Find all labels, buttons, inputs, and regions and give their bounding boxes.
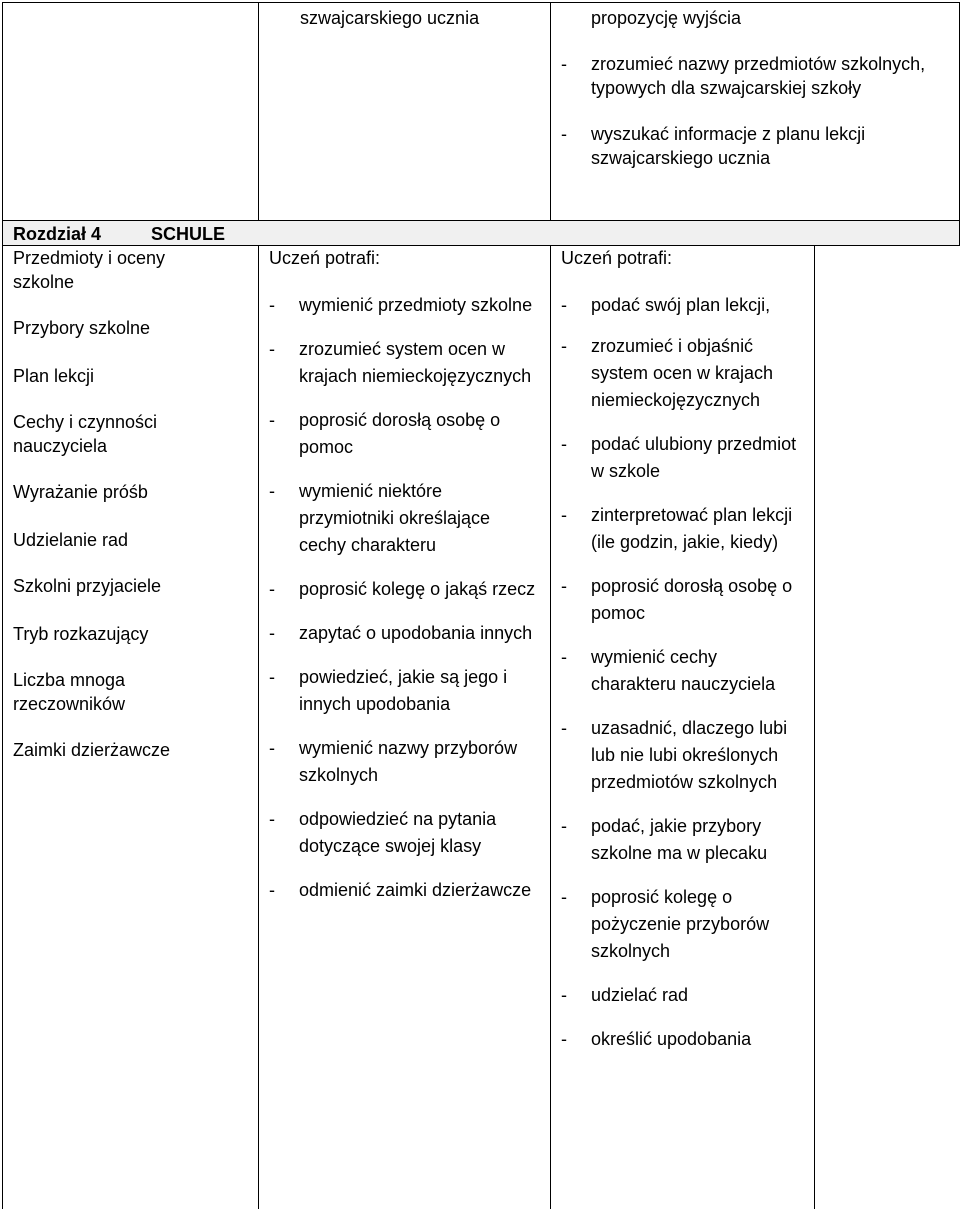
list-item [561, 122, 953, 170]
list-item-text: określić upodobania [591, 1029, 752, 1049]
list-item [561, 1026, 804, 1053]
topics-column [2, 245, 259, 1209]
list-item [561, 292, 804, 319]
dash-mark: - [269, 481, 275, 501]
dash-mark: - [561, 985, 567, 1005]
list-item-text: wymienić nazwy przyborów szkolnych [299, 738, 518, 785]
topic-item: Cechy i czynności nauczyciela [13, 412, 158, 456]
list-item-text: podać, jakie przybory szkolne ma w plecaku [591, 816, 768, 863]
dash-mark: - [561, 505, 567, 525]
list-item-text: wymienić przedmioty szkolne [299, 295, 533, 315]
list-item-text: poprosić dorosłą osobę o pomoc [591, 576, 793, 623]
list-item [269, 877, 536, 904]
top-col3-list [561, 52, 953, 170]
dash-mark: - [269, 579, 275, 599]
extended-list [561, 292, 804, 1053]
list-item [269, 292, 536, 319]
topic-item: Wyrażanie próśb [13, 482, 148, 502]
list-item [269, 620, 536, 647]
top-section [2, 2, 960, 220]
topic-item: Przybory szkolne [13, 318, 151, 338]
basic-lead: Uczeń potrafi: [269, 248, 381, 268]
list-item-text: odpowiedzieć na pytania dotyczące swojej klasy [299, 809, 497, 856]
dash-mark: - [561, 295, 567, 315]
list-item-text: wymienić cechy charakteru nauczyciela [591, 647, 776, 694]
topic-item: Tryb rozkazujący [13, 624, 149, 644]
list-item-text: poprosić kolegę o pożyczenie przyborów szkolnych [591, 887, 770, 961]
list-item [269, 478, 536, 559]
dash-mark: - [561, 124, 567, 144]
topic-item: Zaimki dzierżawcze [13, 740, 171, 760]
list-item-text: powiedzieć, jakie są jego i innych upodobania [299, 667, 508, 714]
list-item [561, 644, 804, 698]
list-item-text: zrozumieć system ocen w krajach niemieckojęzycznych [299, 339, 532, 386]
dash-mark: - [561, 434, 567, 454]
topic-item: Przedmioty i oceny szkolne [13, 248, 166, 292]
basic-requirements-column [259, 245, 551, 1209]
list-item [269, 407, 536, 461]
list-item-text: zrozumieć nazwy przedmiotów szkolnych, typowych dla szwajcarskiej szkoły [591, 54, 926, 98]
extended-lead: Uczeń potrafi: [561, 248, 673, 268]
list-item [269, 336, 536, 390]
list-item-text: poprosić dorosłą osobę o pomoc [299, 410, 501, 457]
chapter-heading [3, 221, 959, 246]
dash-mark: - [269, 667, 275, 687]
top-col3-text: propozycję wyjścia [591, 8, 742, 28]
list-item [269, 806, 536, 860]
list-item-text: poprosić kolegę o jakąś rzecz [299, 579, 536, 599]
list-item [561, 502, 804, 556]
list-item-text: zrozumieć i objaśnić system ocen w krajach niemieckojęzycznych [591, 336, 774, 410]
dash-mark: - [561, 54, 567, 74]
list-item-text: wymienić niektóre przymiotniki określające cechy charakteru [299, 481, 491, 555]
dash-mark: - [561, 816, 567, 836]
dash-mark: - [269, 738, 275, 758]
list-item-text: zapytać o upodobania innych [299, 623, 533, 643]
chapter-title: SCHULE [151, 224, 226, 244]
dash-mark: - [561, 1029, 567, 1049]
chapter-number: Rozdział 4 [13, 224, 102, 244]
dash-mark: - [269, 295, 275, 315]
list-item [561, 884, 804, 965]
list-item [269, 576, 536, 603]
list-item-text: podać ulubiony przedmiot w szkole [591, 434, 797, 481]
dash-mark: - [561, 576, 567, 596]
list-item-text: podać swój plan lekcji, [591, 295, 771, 315]
dash-mark: - [561, 718, 567, 738]
topic-item: Udzielanie rad [13, 530, 129, 550]
topic-item: Szkolni przyjaciele [13, 576, 162, 596]
main-section [2, 245, 960, 1209]
dash-mark: - [561, 887, 567, 907]
list-item-text: uzasadnić, dlaczego lubi lub nie lubi określonych przedmiotów szkolnych [591, 718, 788, 792]
topic-item: Plan lekcji [13, 366, 95, 386]
top-col2-text: szwajcarskiego ucznia [300, 8, 480, 28]
list-item-text: wyszukać informacje z planu lekcji szwajcarskiego ucznia [591, 124, 866, 168]
list-item [561, 431, 804, 485]
topic-item: Liczba mnoga rzeczowników [13, 670, 126, 714]
list-item [561, 573, 804, 627]
dash-mark: - [269, 410, 275, 430]
list-item [561, 715, 804, 796]
top-col1 [2, 2, 259, 220]
list-item [561, 982, 804, 1009]
list-item [269, 735, 536, 789]
list-item-text: zinterpretować plan lekcji (ile godzin, jakie, kiedy) [591, 505, 793, 552]
top-col2 [259, 2, 551, 220]
dash-mark: - [561, 647, 567, 667]
list-item [561, 813, 804, 867]
list-item [269, 664, 536, 718]
top-col3 [551, 2, 960, 220]
dash-mark: - [269, 339, 275, 359]
dash-mark: - [269, 623, 275, 643]
dash-mark: - [269, 809, 275, 829]
basic-list [269, 292, 536, 904]
list-item [561, 333, 804, 414]
dash-mark: - [561, 336, 567, 356]
dash-mark: - [269, 880, 275, 900]
chapter-row [2, 220, 960, 246]
list-item-text: odmienić zaimki dzierżawcze [299, 880, 532, 900]
list-item-text: udzielać rad [591, 985, 689, 1005]
list-item [561, 52, 953, 100]
extended-requirements-column [551, 245, 815, 1209]
